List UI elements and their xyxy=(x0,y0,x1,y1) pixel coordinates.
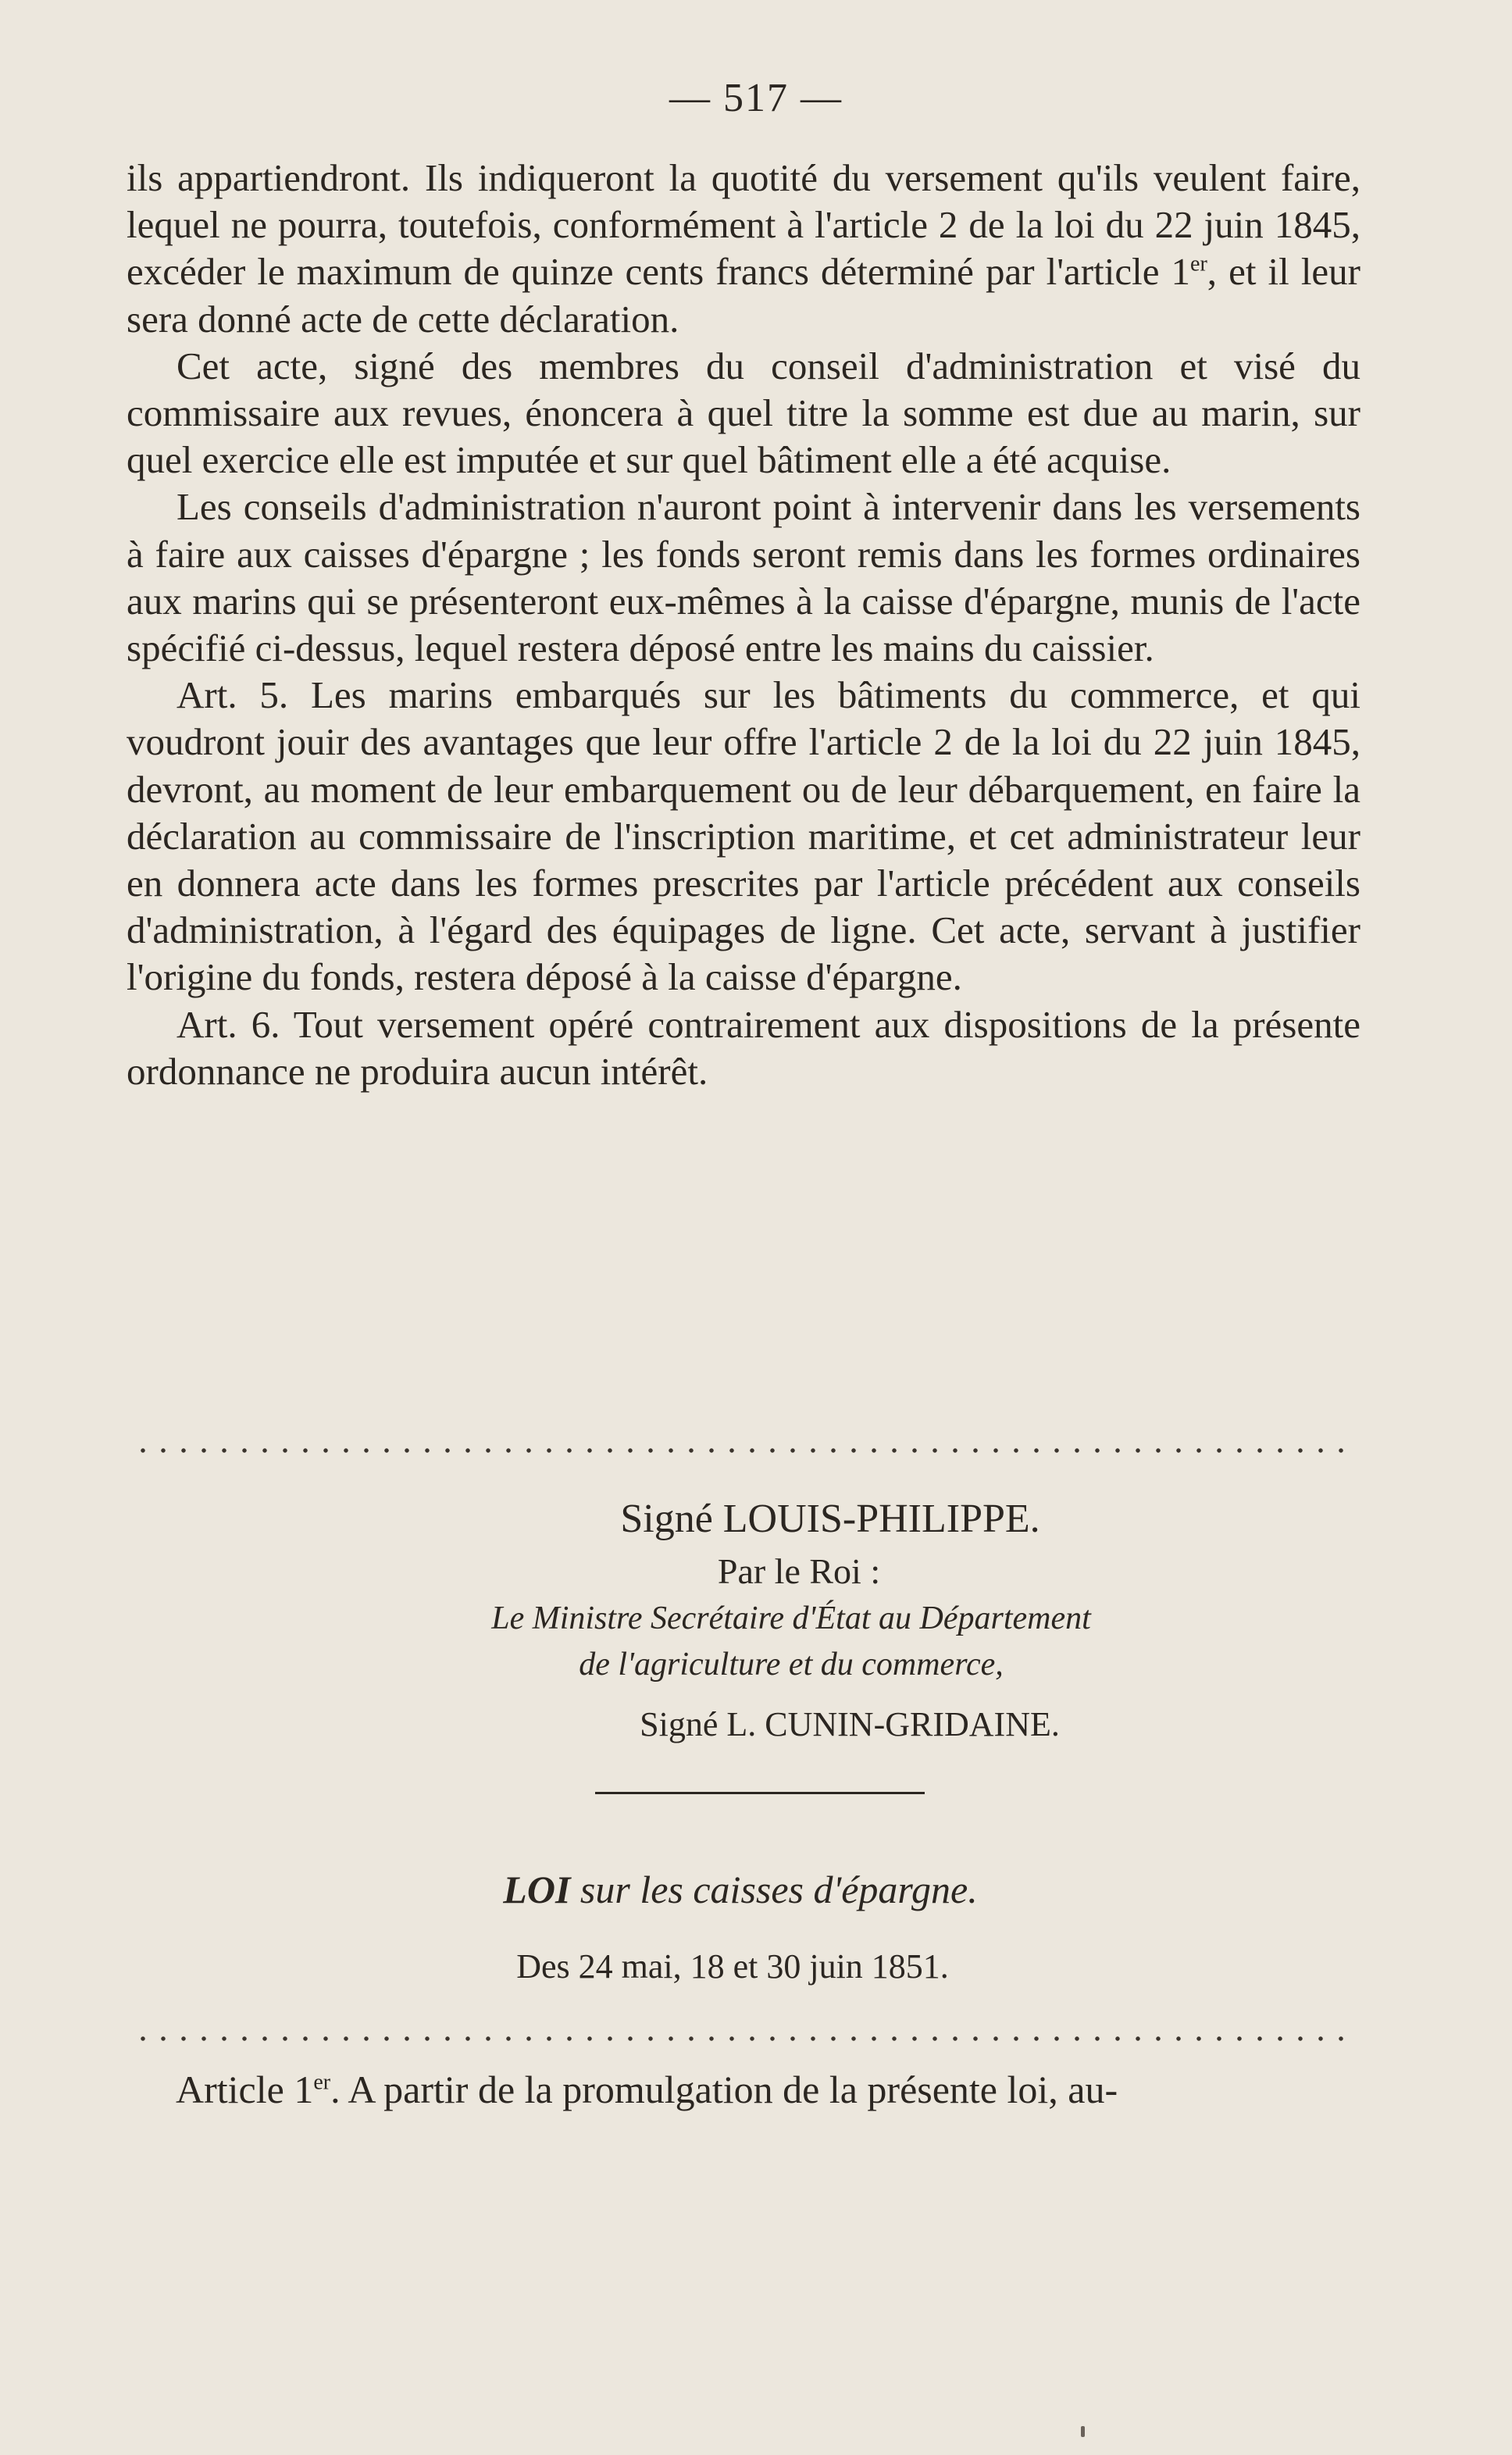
body-text xyxy=(127,155,1360,1095)
dotted-separator-bottom xyxy=(133,2035,1359,2043)
horizontal-rule xyxy=(595,1792,925,1794)
paragraph-3: Les conseils d'administration n'auront point à intervenir dans les versements à faire aux caisses d'épargne ; les fonds seront remis dans les formes ordinaires aux marins qui se présenteront eux-mêmes à la caisse d'épargne, munis de l'acte spécifié ci-dessus, lequel restera déposé entre les mains du caissier. xyxy=(127,485,1360,670)
article-1-text: . A partir de la promulgation de la présente loi, au- xyxy=(330,2068,1118,2111)
page-number: — 517 — xyxy=(669,76,843,120)
paragraph-1-superscript: er xyxy=(1190,252,1207,277)
minister-title-line-1: Le Ministre Secrétaire d'État au Département xyxy=(491,1600,1091,1636)
paper-speck xyxy=(1081,2426,1085,2437)
article-1-prefix: Article 1 xyxy=(176,2068,314,2111)
article-1-superscript: er xyxy=(313,2070,331,2095)
law-date: Des 24 mai, 18 et 30 juin 1851. xyxy=(516,1947,949,1986)
paragraph-article-5: Art. 5. Les marins embarqués sur les bâtiments du commerce, et qui voudront jouir des avantages que leur offre l'article 2 de la loi du 22 juin 1845, devront, au moment de leur embarquement ou de leur débarquement, en faire la déclaration au commissaire de l'inscription maritime, et cet administrateur leur en donnera acte dans les formes prescrites par l'article précédent aux conseils d'administration, à l'égard des équipages de ligne. Cet acte, servant à justifier l'origine du fonds, restera déposé à la caisse d'épargne. xyxy=(127,673,1360,999)
paragraph-2: Cet acte, signé des membres du conseil d'administration et visé du commissaire aux revues, énoncera à quel titre la somme est due au marin, sur quel exercice elle est imputée et sur quel bâtiment elle a été acquise. xyxy=(127,344,1360,482)
law-title-rest: sur les caisses d'épargne. xyxy=(570,1868,978,1911)
signature-minister: Signé L. CUNIN-GRIDAINE. xyxy=(640,1705,1060,1743)
paragraph-1 xyxy=(127,155,1360,343)
law-title-bold: LOI xyxy=(503,1868,571,1911)
dotted-separator-top xyxy=(133,1447,1359,1454)
minister-title-line-2: de l'agriculture et du commerce, xyxy=(579,1647,1004,1682)
paragraph-1-tail: , et il leur sera donné acte de cette déclaration. xyxy=(127,250,1360,341)
signature-king: Signé LOUIS-PHILIPPE. xyxy=(620,1497,1040,1541)
article-1 xyxy=(176,2067,1363,2112)
par-le-roi: Par le Roi : xyxy=(717,1551,881,1591)
paragraph-1-text: ils appartiendront. Ils indiqueront la quotité du versement qu'ils veulent faire, lequel ne pourra, toutefois, conformément à l'article 2 de la loi du 22 juin 1845, excéder le maximum de quinze cents francs déterminé par l'article 1 xyxy=(127,156,1360,294)
paragraph-article-6: Art. 6. Tout versement opéré contrairement aux dispositions de la présente ordonnance ne produira aucun intérêt. xyxy=(127,1002,1360,1093)
law-title xyxy=(0,1867,1496,1912)
